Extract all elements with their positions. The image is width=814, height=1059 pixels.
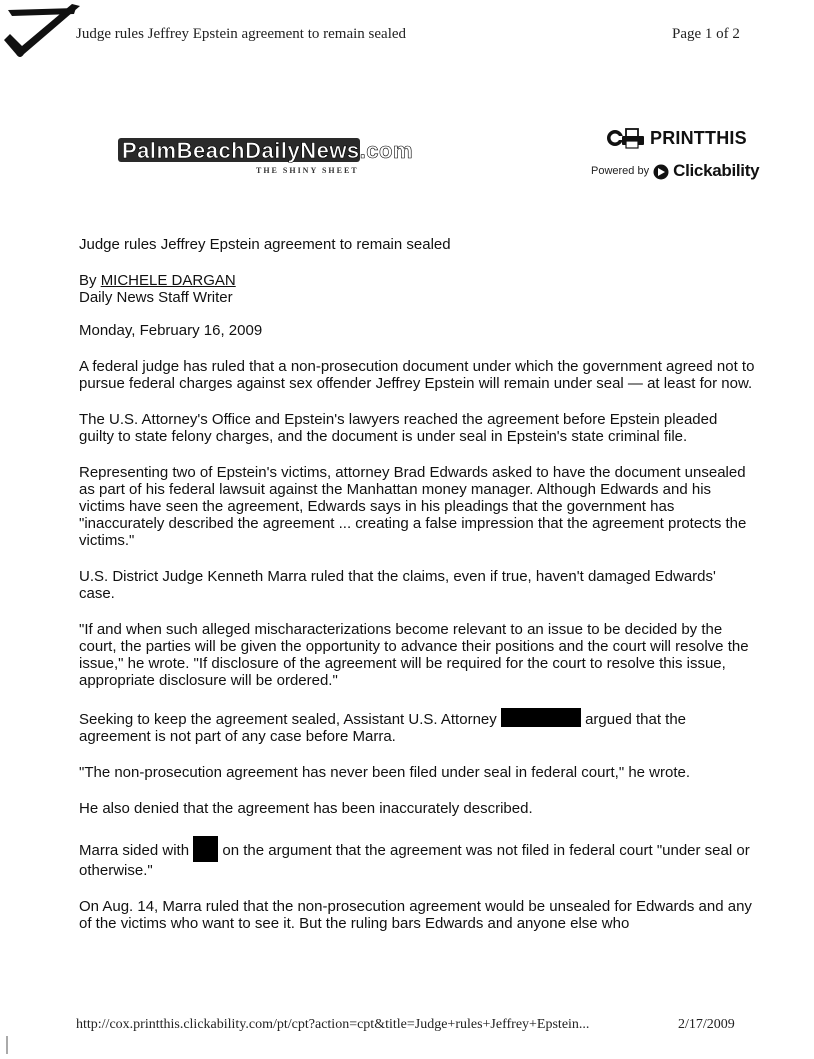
author-link[interactable]: MICHELE DARGAN bbox=[100, 272, 236, 289]
redaction-box bbox=[193, 836, 218, 862]
article-paragraph-7: "The non-prosecution agreement has never been filed under seal in federal court," he wrote. bbox=[79, 764, 691, 781]
paragraph-6-end: argued that the agreement is not part of any case before Marra. bbox=[79, 711, 687, 745]
printthis-label: PRINTTHIS bbox=[650, 127, 747, 148]
clickability-brand: Clickability bbox=[673, 161, 760, 180]
article-paragraph-9 bbox=[79, 836, 755, 879]
article-title: Judge rules Jeffrey Epstein agreement to remain sealed bbox=[79, 236, 451, 253]
printthis-badge bbox=[606, 127, 747, 149]
byline-prefix: By bbox=[79, 272, 101, 289]
article-paragraph-2: The U.S. Attorney's Office and Epstein's lawyers reached the agreement before Epstein pleaded guilty to state felony charges, and the document is under seal in Epstein's state criminal file. bbox=[79, 411, 718, 445]
checkmark-stamp-icon bbox=[2, 2, 82, 64]
article-byline bbox=[79, 272, 755, 306]
masthead-name: PalmBeachDailyNews.com bbox=[122, 138, 414, 163]
article-paragraph-1: A federal judge has ruled that a non-prosecution document under which the government agreed not to pursue federal charges against sex offender Jeffrey Epstein will remain under seal — at least for now. bbox=[79, 358, 755, 392]
article-paragraph-5: "If and when such alleged mischaracterizations become relevant to an issue to be decided by the court, the parties will be given the opportunity to advance their positions and the court will resolve the issue," he wrote. "If disclosure of the agreement will be required for the court to resolve this issue, appropriate disclosure will be ordered." bbox=[79, 621, 749, 689]
powered-by-clickability bbox=[591, 161, 759, 181]
article-date: Monday, February 16, 2009 bbox=[79, 322, 263, 339]
article-paragraph-6 bbox=[79, 708, 755, 745]
paragraph-9-end: on the argument that the agreement was not filed in federal court "under seal or otherwise." bbox=[79, 842, 750, 879]
redaction-box bbox=[501, 708, 581, 727]
footer-print-date: 2/17/2009 bbox=[678, 1017, 735, 1032]
print-header-page-number: Page 1 of 2 bbox=[672, 26, 740, 42]
scan-edge-mark bbox=[6, 1036, 8, 1054]
paragraph-6-start: Seeking to keep the agreement sealed, Assistant U.S. Attorney bbox=[79, 711, 501, 728]
article-paragraph-3: Representing two of Epstein's victims, attorney Brad Edwards asked to have the document unsealed as part of his federal lawsuit against the Manhattan money manager. Although Edwards and his victims have seen the agreement, Edwards says in his pleadings that the government has "inaccurately described the agreement ... creating a false impression that the agreement protects the victims." bbox=[79, 464, 747, 549]
powered-by-label: Powered by bbox=[591, 165, 650, 177]
printer-icon bbox=[606, 127, 646, 149]
author-role: Daily News Staff Writer bbox=[79, 289, 233, 306]
article-paragraph-4: U.S. District Judge Kenneth Marra ruled that the claims, even if true, haven't damaged Edwards' case. bbox=[79, 568, 716, 602]
clickability-logo-icon bbox=[653, 163, 669, 180]
print-header-title: Judge rules Jeffrey Epstein agreement to remain sealed bbox=[76, 26, 407, 42]
article-body bbox=[79, 236, 755, 951]
masthead-tagline: THE SHINY SHEET bbox=[256, 166, 359, 175]
paragraph-9-start: Marra sided with bbox=[79, 842, 194, 859]
article-paragraph-8: He also denied that the agreement has been inaccurately described. bbox=[79, 800, 533, 817]
footer-url: http://cox.printthis.clickability.com/pt/cpt?action=cpt&title=Judge+rules+Jeffrey+Epstein... bbox=[76, 1017, 590, 1032]
masthead-logo bbox=[118, 132, 414, 176]
article-paragraph-10: On Aug. 14, Marra ruled that the non-prosecution agreement would be unsealed for Edwards and any of the victims who want to see it. But the ruling bars Edwards and anyone else who bbox=[79, 898, 752, 932]
